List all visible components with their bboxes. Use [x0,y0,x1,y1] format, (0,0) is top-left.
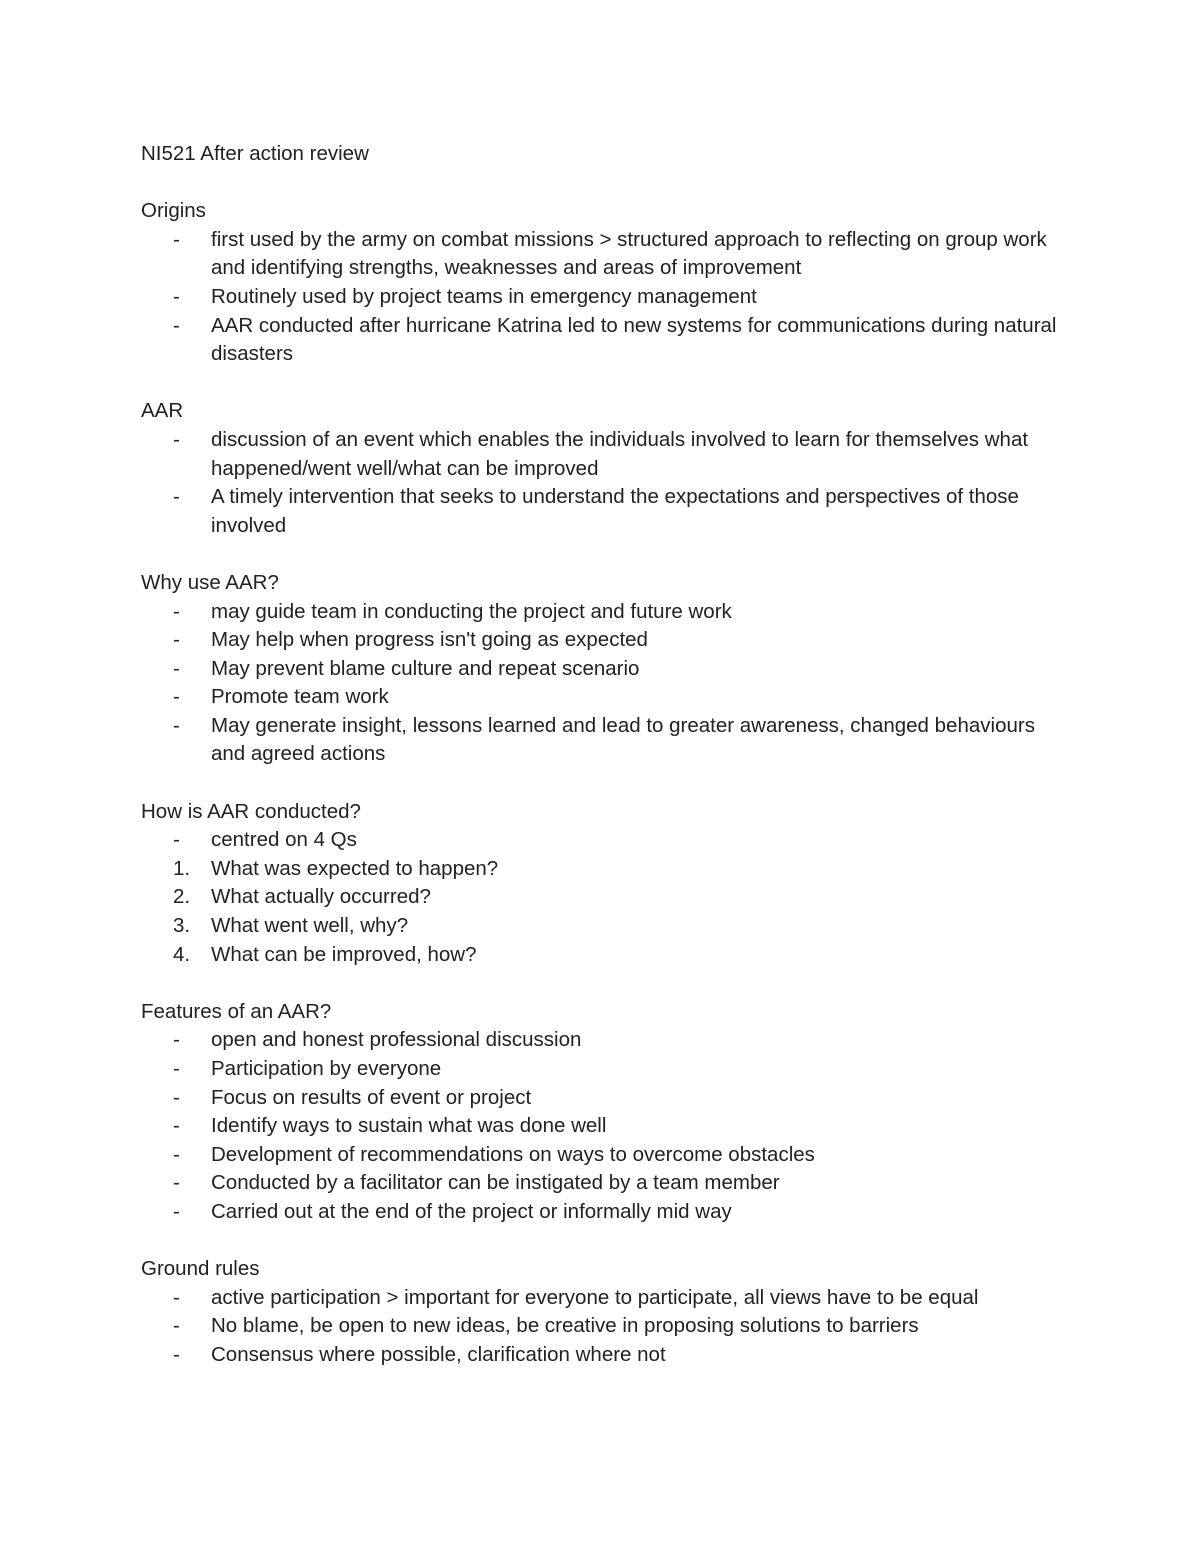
dash-bullet: - [173,1114,180,1138]
list-item-text: May prevent blame culture and repeat scenario [211,656,640,680]
dash-bullet: - [173,1142,180,1166]
list-item [141,912,1061,941]
list-item-text: What can be improved, how? [211,942,477,966]
list-item [141,712,1061,769]
list-item-text: active participation > important for everyone to participate, all views have to be equal [211,1285,979,1309]
list-item-text: What actually occurred? [211,885,431,909]
list-item-text: Promote team work [211,685,389,709]
dash-bullet: - [173,313,180,337]
section-features-of-an-aar [141,998,1061,1227]
bullet-list [141,598,1061,770]
list-item-text: open and honest professional discussion [211,1028,582,1052]
section-heading: How is AAR conducted? [141,799,361,823]
document-title: NI521 After action review [141,142,369,165]
list-item-text: Development of recommendations on ways to overcome obstacles [211,1142,815,1166]
list-item [141,1112,1061,1141]
dash-bullet: - [173,227,180,251]
bullet-list [141,426,1061,540]
list-item-text: centred on 4 Qs [211,828,357,852]
dash-bullet: - [173,1314,180,1338]
dash-bullet: - [173,1342,180,1366]
list-item [141,1312,1061,1341]
list-item [141,1284,1061,1313]
list-item [141,426,1061,483]
section-why-use-aar [141,569,1061,769]
list-item-text: discussion of an event which enables the individuals involved to learn for themselves what happened/went well/what can be improved [211,427,1029,480]
list-item [141,655,1061,684]
list-item [141,1198,1061,1227]
dash-bullet: - [173,656,180,680]
list-item-text: may guide team in conducting the project and future work [211,599,732,623]
bullet-list [141,226,1061,369]
dash-bullet: - [173,427,180,451]
list-item [141,312,1061,369]
dash-bullet: - [173,1199,180,1223]
list-item [141,1141,1061,1170]
number-marker: 2. [173,885,191,909]
section-heading: Features of an AAR? [141,999,332,1023]
section-heading: Why use AAR? [141,570,279,594]
section-ground-rules [141,1255,1061,1369]
list-item-text: Participation by everyone [211,1057,442,1080]
list-item-text: No blame, be open to new ideas, be creative in proposing solutions to barriers [211,1314,919,1338]
list-item [141,483,1061,540]
list-item-text: Identify ways to sustain what was done well [211,1114,607,1138]
bullet-list [141,1284,1061,1370]
list-item-text: May help when progress isn't going as expected [211,628,648,652]
dash-bullet: - [173,485,180,509]
dash-bullet: - [173,1028,180,1052]
list-item [141,826,1061,855]
list-item [141,941,1061,970]
section-heading: Ground rules [141,1257,260,1281]
list-item-text: Conducted by a facilitator can be instigated by a team member [211,1171,780,1195]
list-item [141,1169,1061,1198]
document-page [141,140,1061,1398]
list-item-text: Carried out at the end of the project or informally mid way [211,1199,732,1223]
section-heading: Origins [141,199,206,223]
list-item [141,683,1061,712]
list-item [141,1341,1061,1370]
dash-bullet: - [173,628,180,652]
list-item-text: first used by the army on combat missions > structured approach to reflecting on group work and identifying strengths, weaknesses and areas of improvement [211,227,1047,280]
bullet-list [141,826,1061,969]
list-item-text: AAR conducted after hurricane Katrina led to new systems for communications during natural disasters [211,313,1057,366]
list-item [141,883,1061,912]
dash-bullet: - [173,1171,180,1195]
number-marker: 4. [173,942,191,966]
number-marker: 3. [173,914,191,938]
dash-bullet: - [173,284,180,308]
list-item-text: May generate insight, lessons learned and lead to greater awareness, changed behaviours and agreed actions [211,713,1035,766]
list-item-text: What went well, why? [211,914,409,938]
list-item-text: Focus on results of event or project [211,1085,532,1109]
list-item [141,1084,1061,1113]
list-item-text: Consensus where possible, clarification where not [211,1342,666,1366]
dash-bullet: - [173,1085,180,1109]
list-item [141,1026,1061,1055]
section-how-is-aar-conducted [141,798,1061,970]
list-item [141,1055,1061,1084]
section-aar [141,397,1061,540]
list-item [141,283,1061,312]
list-item [141,626,1061,655]
list-item [141,598,1061,627]
list-item-text: A timely intervention that seeks to understand the expectations and perspectives of those involved [211,485,1019,537]
dash-bullet: - [173,828,180,852]
dash-bullet: - [173,1285,180,1309]
section-heading: AAR [141,399,184,423]
number-marker: 1. [173,856,191,880]
dash-bullet: - [173,599,180,623]
list-item [141,855,1061,884]
dash-bullet: - [173,685,180,709]
document-body [141,197,1061,1369]
list-item-text: What was expected to happen? [211,856,499,880]
list-item [141,226,1061,283]
dash-bullet: - [173,713,180,737]
bullet-list [141,1026,1061,1226]
section-origins [141,197,1061,369]
dash-bullet: - [173,1057,180,1080]
list-item-text: Routinely used by project teams in emergency management [211,284,757,308]
